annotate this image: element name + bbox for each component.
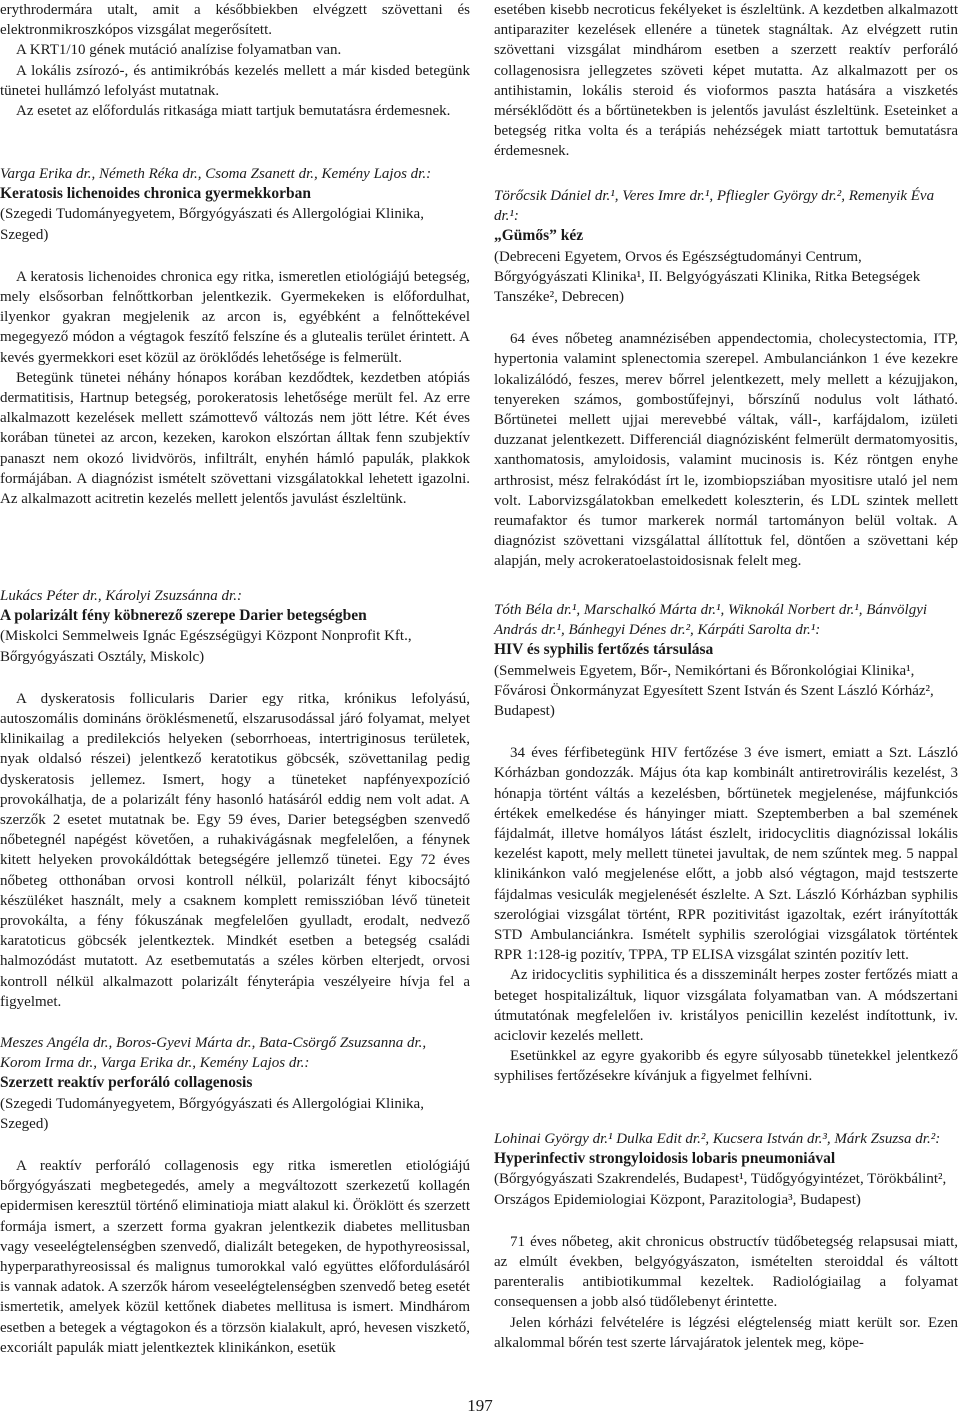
paragraph: A lokális zsírozó-, és antimikróbás kezelés mellett a már kisded betegünk tünetei hullámzó lefolyást mutatnak. bbox=[0, 62, 470, 99]
abstract-affiliation: (Miskolci Semmelweis Ignác Egészségügyi Központ Nonprofit Kft., Bőrgyógyászati Osztály, Miskolc) bbox=[0, 628, 412, 665]
paragraph: Betegünk tünetei néhány hónapos korában kezdődtek, kezdetben atópiás dermatitisis, Hartnup betegség, porokeratosis lehetősége merült fel. Az erre alkalmazott kezelések mellett számottevő változás nem jött létre. Két éves korában tünetei az arcon, kezeken, karokon elszórtan álltak fenn szubjektív panaszt nem okozó lividvörös, infiltrált, enyhén hámló papulák, plakkok formájában. A diagnózist ismételt szövettani vizsgálatokkal lehetett igazolni. Az alkalmazott acitretin kezelés mellett jelentős javulást észleltünk. bbox=[0, 369, 470, 508]
paragraph: 34 éves férfibetegünk HIV fertőzése 3 éve ismert, emiatt a Szt. László Kórházban gondozzák. Május óta kap kombinált antiretrovirális kezelést, 3 hónapja történt váltás a kezelésben, bőrtünetek megjelenése, májfunkciós értékek emelkedése és hányinger miatt. Szeptemberben a bal szemének fájdalmát, illetve homályos látást észlelt, iridocyclitis diagnózissal lokális kezelést kapott, mely mellett tünetei javultak, de nem szűntek meg. 5 nappal klinikánkon való megjelenése előtt, a jobb alsó végtagon, majd testszerte fájdalmas vesiculák megjelenését észlelte. A Szt. László Kórházban syphilis szerológiai vizsgálat történt, RPR pozitivitást igazoltak, ezért irányították STD Ambulanciánkra. Ismételt syphilis szerológiai vizsgálatok történtek RPR 1:128-ig pozitív, TPPA, TP ELISA vizsgálat szintén pozitív lett. bbox=[494, 745, 958, 964]
paragraph: 71 éves nőbeteg, akit chronicus obstructív tüdőbetegség relapsusai miatt, az elmúlt években, belgyógyászaton, ismételten steroiddal és váltott parenteralis antibiotikummal kezeltek. Radiológiailag a folyamat consequensen a jobb alsó tüdőlebenyt érintette. bbox=[494, 1233, 958, 1311]
paragraph: esetében kisebb necroticus fekélyeket is észleltünk. A kezdetben alkalmazott antiparaziter kezelések ellenére a tünetek stagnáltak. Az elvégzett rutin szövettani vizsgálat mindhárom esetben a szerzett reaktív perforáló collagenosisra jellegzetes szöveti képet mutatta. Az alkalmazott per os antihistamin, lokális steroid és vioformos paszta hatására a viszketés mérséklődött és a bőrtünetekben is jelentős javulást észleltünk. Eseteinket a betegség ritka volta és a terápiás nehézségek miatt tartottuk bemutatásra érdemesnek. bbox=[494, 2, 958, 160]
paragraph: A dyskeratosis follicularis Darier egy ritka, krónikus lefolyású, autoszomális domináns öröklésmenetű, elszarusodással járó folyamat, melyet klinikailag a predilekciós helyeken (seborrhoeas, intertriginosus területek, nyak oldalsó részei) jelentkező keratotikus göbcsék, szövettanilag pedig dyskeratosis jellemez. Ismert, hogy a tüneteket napfényexpozíció provokálhatja, de a polarizált fény hasonló hatásáról eddig nem volt adat. A szerzők 2 esetet mutatnak be. Egy 59 éves, Darier betegségben szenvedő nőbetegnél napégést követően, a ruhakivágásnak megfelelően, a fénynek kitett helyeken provokáldóttak betegségére jellemző tünetei. Egy 72 éves nőbeteg otthonában orvosi kontroll nélkül, polarizált fényt kibocsájtó készüléket használt, mely a csaknem komplett remisszióban lévő tüneteit provokálta, a fény fókuszának megfelelően gyulladt, erodalt, nedvező karatoticus göbcsék jelentkeztek. Mindkét esetben a betegség családi halmozódást mutatott. Az esetbemutatás a széles körben elterjedt, orvosi kontroll nélkül alkalmazott polarizált fényterápia veszélyeire hívja fel a figyelmet. bbox=[0, 690, 470, 1010]
abstract-title: „Gümős” kéz bbox=[494, 227, 584, 245]
paragraph: erythrodermára utalt, amit a későbbiekben elvégzett szövettani és elektronmikroszkópos vizsgálat megerősített. bbox=[0, 2, 470, 39]
abstract-authors: Varga Erika dr., Németh Réka dr., Csoma Zsanett dr., Kemény Lajos dr.: bbox=[0, 166, 432, 182]
paragraph: Jelen kórházi felvételére is légzési elégtelenség miatt került sor. Ezen alkalommal bőrén test szerte lárvajáratok jelentek meg, köpe- bbox=[494, 1314, 958, 1351]
paragraph: Esetünkkel az egyre gyakoribb és egyre súlyosabb tünetekkel jelentkező syphilises fertőzésekre kívánjuk a figyelmet felhívni. bbox=[494, 1048, 958, 1085]
abstract-authors: Lukács Péter dr., Károlyi Zsuzsánna dr.: bbox=[0, 588, 242, 604]
abstract-darier bbox=[0, 586, 470, 1012]
continued-abstract-end bbox=[494, 0, 958, 162]
abstract-title: A polarizált fény köbnerező szerepe Darier betegségben bbox=[0, 607, 367, 625]
abstract-keratosis bbox=[0, 164, 470, 509]
abstract-title: Szerzett reaktív perforáló collagenosis bbox=[0, 1074, 253, 1092]
continued-abstract-end bbox=[0, 0, 470, 121]
paragraph: 64 éves nőbeteg anamnézisében appendectomia, cholecystectomia, ITP, hypertonia valamint splenectomia szerepel. Ambulanciánkon 1 éve kezekre lokalizálódó, feszes, merev bőrrel jelentkezett, mely mellett a kézujjakon, tenyereken számos, gombostűfejnyi, bőrszínű nodulus volt látható. Bőrtünetei mellett ujjai merevebbé váltak, váll-, karfájdalom, izületi duzzanat jelentkezett. Differenciál diagnózisként felmerült dermatomyositis, xanthomatosis, amyloidosis, valamint mucinosis is. Kéz röntgen enyhe arthrosist, mész felrakódást írt le, izombiopsziában myositisre utaló jel nem volt. Laborvizsgálatokban emelkedett koleszterin, és LDL szintek mellett reumafaktor és tumor markerek normál tartományon belül voltak. A diagnózist szövettani vizsgálattal állítottuk fel, döntően a szövettani kép alapján, mely acrokeratoelastoidosisnak felelt meg. bbox=[494, 331, 958, 570]
page-number: 197 bbox=[467, 1396, 493, 1415]
paragraph: A reaktív perforáló collagenosis egy ritka ismeretlen etiológiájú bőrgyógyászati megbetegedés, amely a megváltozott szerkezetű kollagén epidermisen keresztül történő eliminatioja miatt alakul ki. Öröklött és szerzett formája ismert, a szerzett forma gyakran jelentkezik diabetes mellitusban vagy veseelégtelenségben szenvedő, dializált betegeken, de hypothyreosissal, hyperparathyreosissal és malignus tumorokkal való együttes előfordulásáról is vannak adatok. A szerzők három veseelégtelenségben szenvedő beteg esetét ismertetik, amelyek közül kettőnek diabetes mellitusa is ismert. Mindhárom esetben a betegek a végtagokon és a törzsön kialakult, apró, hevesen viszkető, excoriált papulák miatt jelentkeztek klinikánkon, esetük bbox=[0, 1158, 470, 1356]
abstract-authors: Törőcsik Dániel dr.¹, Veres Imre dr.¹, Pfliegler György dr.², Remenyik Éva dr.¹: bbox=[494, 188, 935, 225]
abstract-title: HIV és syphilis fertőzés társulása bbox=[494, 641, 714, 659]
abstract-affiliation: (Debreceni Egyetem, Orvos és Egészségtudományi Centrum, Bőrgyógyászati Klinika¹, II. Belgyógyászati Klinika, Ritka Betegségek Tanszéke², Debrecen) bbox=[494, 248, 921, 306]
abstract-authors: Tóth Béla dr.¹, Marschalkó Márta dr.¹, Wiknokál Norbert dr.¹, Bánvölgyi András dr.¹, Bánhegyi Dénes dr.², Kárpáti Sarolta dr.¹: bbox=[494, 602, 928, 639]
paragraph: Az iridocyclitis syphilitica és a disszeminált herpes zoster fertőzés miatt a beteget hospitalizáltuk, liquor vizsgálata folyamatban van. A módszertani útmutatónak megfelelően iv. kristályos penicillin kezelést indítottunk, iv. aciclovir kezelés mellett. bbox=[494, 967, 958, 1045]
abstract-authors: Lohinai György dr.¹ Dulka Edit dr.², Kucsera István dr.³, Márk Zsuzsa dr.²: bbox=[494, 1131, 941, 1147]
abstract-affiliation: (Semmelweis Egyetem, Bőr-, Nemikórtani és Bőronkológiai Klinika¹, Fővárosi Önkormányzat Egyesített Szent István és Szent László Kórház², Budapest) bbox=[494, 662, 934, 720]
abstract-authors: Meszes Angéla dr., Boros-Gyevi Márta dr., Bata-Csörgő Zsuzsanna dr., Korom Irma dr., Varga Erika dr., Kemény Lajos dr.: bbox=[0, 1035, 427, 1072]
paragraph: A keratosis lichenoides chronica egy ritka, ismeretlen etiológiájú betegség, mely elsősorban felnőttkorban jelentkezik. Gyermekeken is előfordulhat, ilyenkor gyakran megjelenik az arcon is, egyébként a felnőttekével megegyező módon a végtagok feszítő felszíne és a glutealis terület érintett. A kevés gyermekkori eset közül az öröklődés lehetősége is felmerült. bbox=[0, 268, 470, 366]
abstract-strongyloidosis bbox=[494, 1129, 958, 1353]
abstract-collagenosis bbox=[0, 1033, 470, 1358]
abstract-affiliation: (Szegedi Tudományegyetem, Bőrgyógyászati és Allergológiai Klinika, Szeged) bbox=[0, 206, 424, 243]
paragraph: Az esetet az előfordulás ritkasága miatt tartjuk bemutatásra érdemesnek. bbox=[16, 103, 451, 120]
abstract-title: Keratosis lichenoides chronica gyermekkorban bbox=[0, 185, 311, 203]
abstract-title: Hyperinfectiv strongyloidosis lobaris pneumoniával bbox=[494, 1150, 836, 1168]
abstract-hiv-syphilis bbox=[494, 600, 958, 1087]
abstract-gumos-kez bbox=[494, 186, 958, 572]
abstract-affiliation: (Bőrgyógyászati Szakrendelés, Budapest¹, Tüdőgyógyintézet, Törökbálint², Országos Epidemiologiai Központ, Parazitologia³, Budapest) bbox=[494, 1171, 947, 1208]
abstract-affiliation: (Szegedi Tudományegyetem, Bőrgyógyászati és Allergológiai Klinika, Szeged) bbox=[0, 1095, 424, 1132]
paragraph: A KRT1/10 gének mutáció analízise folyamatban van. bbox=[16, 42, 342, 59]
